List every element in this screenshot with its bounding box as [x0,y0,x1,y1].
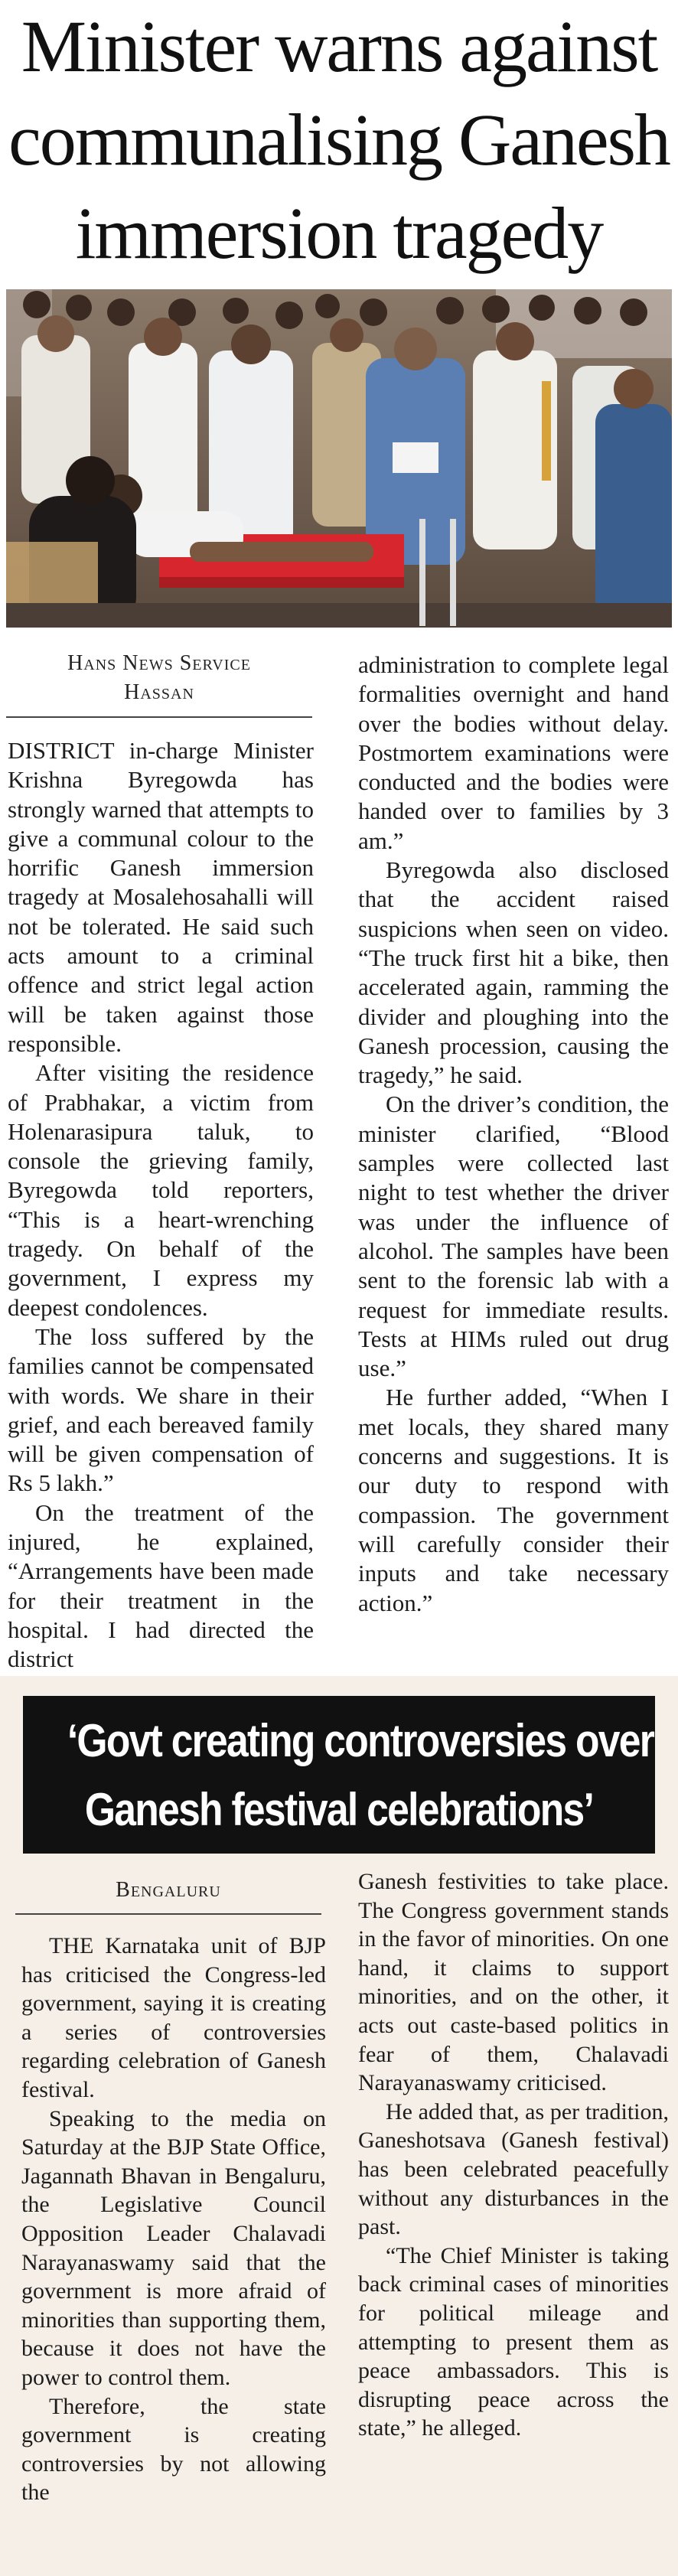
story2-headline-line: Ganesh festival celebrations’ [84,1784,594,1835]
byline-divider [6,716,312,718]
story1-column-1 [8,736,314,1674]
story1-byline [6,649,312,707]
story2-paragraph: “The Chief Minister is taking back criminal cases of minorities for political mileage and attempting to present them as peace ambassadors. This is disrupting peace across the state,” he alleged. [358,2242,669,2441]
story2-paragraph: Ganesh festivities to take place. The Congress government stands in the favor of minorities. On one hand, it claims to support minorities, and on the other, it acts out caste-based politics in fear of them, Chalavadi Narayanaswamy criticised. [358,1869,669,2096]
story1-headline [0,0,678,283]
story1-paragraph: administration to complete legal formalities overnight and hand over the bodies without delay. Postmortem examinations were conducted and the bodies were handed over to families by 3 am.” [358,651,669,854]
story2-column-1 [21,1932,326,2507]
story2-paragraph: THE Karnataka unit of BJP has criticised the Congress-led government, saying it is creating a series of controversies regarding celebration of Ganesh festival. [21,1933,326,2102]
story2-paragraph: Speaking to the media on Saturday at the BJP State Office, Jagannath Bhavan in Bengaluru, the Legislative Council Opposition Leader Chalavadi Narayanaswamy said that the government is more afraid of minorities than supporting them, because it does not have the power to control them. [21,2105,326,2390]
story1-paragraph: He further added, “When I met locals, they shared many concerns and suggestions. It is our duty to respond with compassion. The government will carefully consider their inputs and take necessary action.” [358,1384,669,1616]
story1-paragraph: DISTRICT in-charge Minister Krishna Byregowda has strongly warned that attempts to give a communal colour to the horrific Ganesh immersion tragedy at Mosalehosahalli will not be tolerated. He said such acts amount to a criminal offence and strict legal action will be taken against those responsible. [8,737,314,1057]
byline-place: Hassan [124,680,194,704]
story2-paragraph: Therefore, the state government is creating controversies by not allowing the [21,2393,326,2506]
story1-headline-line: immersion tragedy [75,192,603,274]
story1-headline-line: communalising Ganesh [8,99,670,181]
story1-paragraph: Byregowda also disclosed that the accident raised suspicions when seen on video. “The truck first hit a bike, then accelerated again, ramming the divider and ploughing into the Ganesh procession, causing the tragedy,” he said. [358,856,669,1089]
story1-paragraph: On the treatment of the injured, he explained, “Arrangements have been made for their treatment in the hospital. I had directed the district [8,1498,314,1673]
byline-service: Hans News Service [67,651,251,675]
dateline-divider [15,1913,321,1915]
story1-column-2 [358,651,669,1618]
story2-headline-line: ‘Govt creating controversies over [67,1715,654,1766]
story2-column-2 [358,1867,669,2443]
story1-paragraph: The loss suffered by the families cannot be compensated with words. We share in their grief, and each bereaved family will be given compensation of Rs 5 lakh.” [8,1322,314,1497]
story2-dateline: Bengaluru [116,1878,221,1902]
story1-paragraph: On the driver’s condition, the minister clarified, “Blood samples were collected last night to test whether the driver was under the influence of alcohol. The samples have been sent to the forensic lab with a request for immediate results. Tests at HIMs ruled out drug use.” [358,1091,669,1382]
story1-paragraph: After visiting the residence of Prabhakar, a victim from Holenarasipura taluk, to console the grieving family, Byregowda told reporters, “This is a heart-wrenching tragedy. On behalf of the government, I express my deepest condolences. [8,1059,314,1321]
story2-paragraph: He added that, as per tradition, Ganeshotsava (Ganesh festival) has been celebrated peacefully without any disturbances in the past. [358,2098,669,2240]
story1-photo [6,289,672,628]
story1-headline-line: Minister warns against [21,5,657,87]
hospital-scene-image [6,289,672,628]
story2-headline [23,1696,655,1854]
